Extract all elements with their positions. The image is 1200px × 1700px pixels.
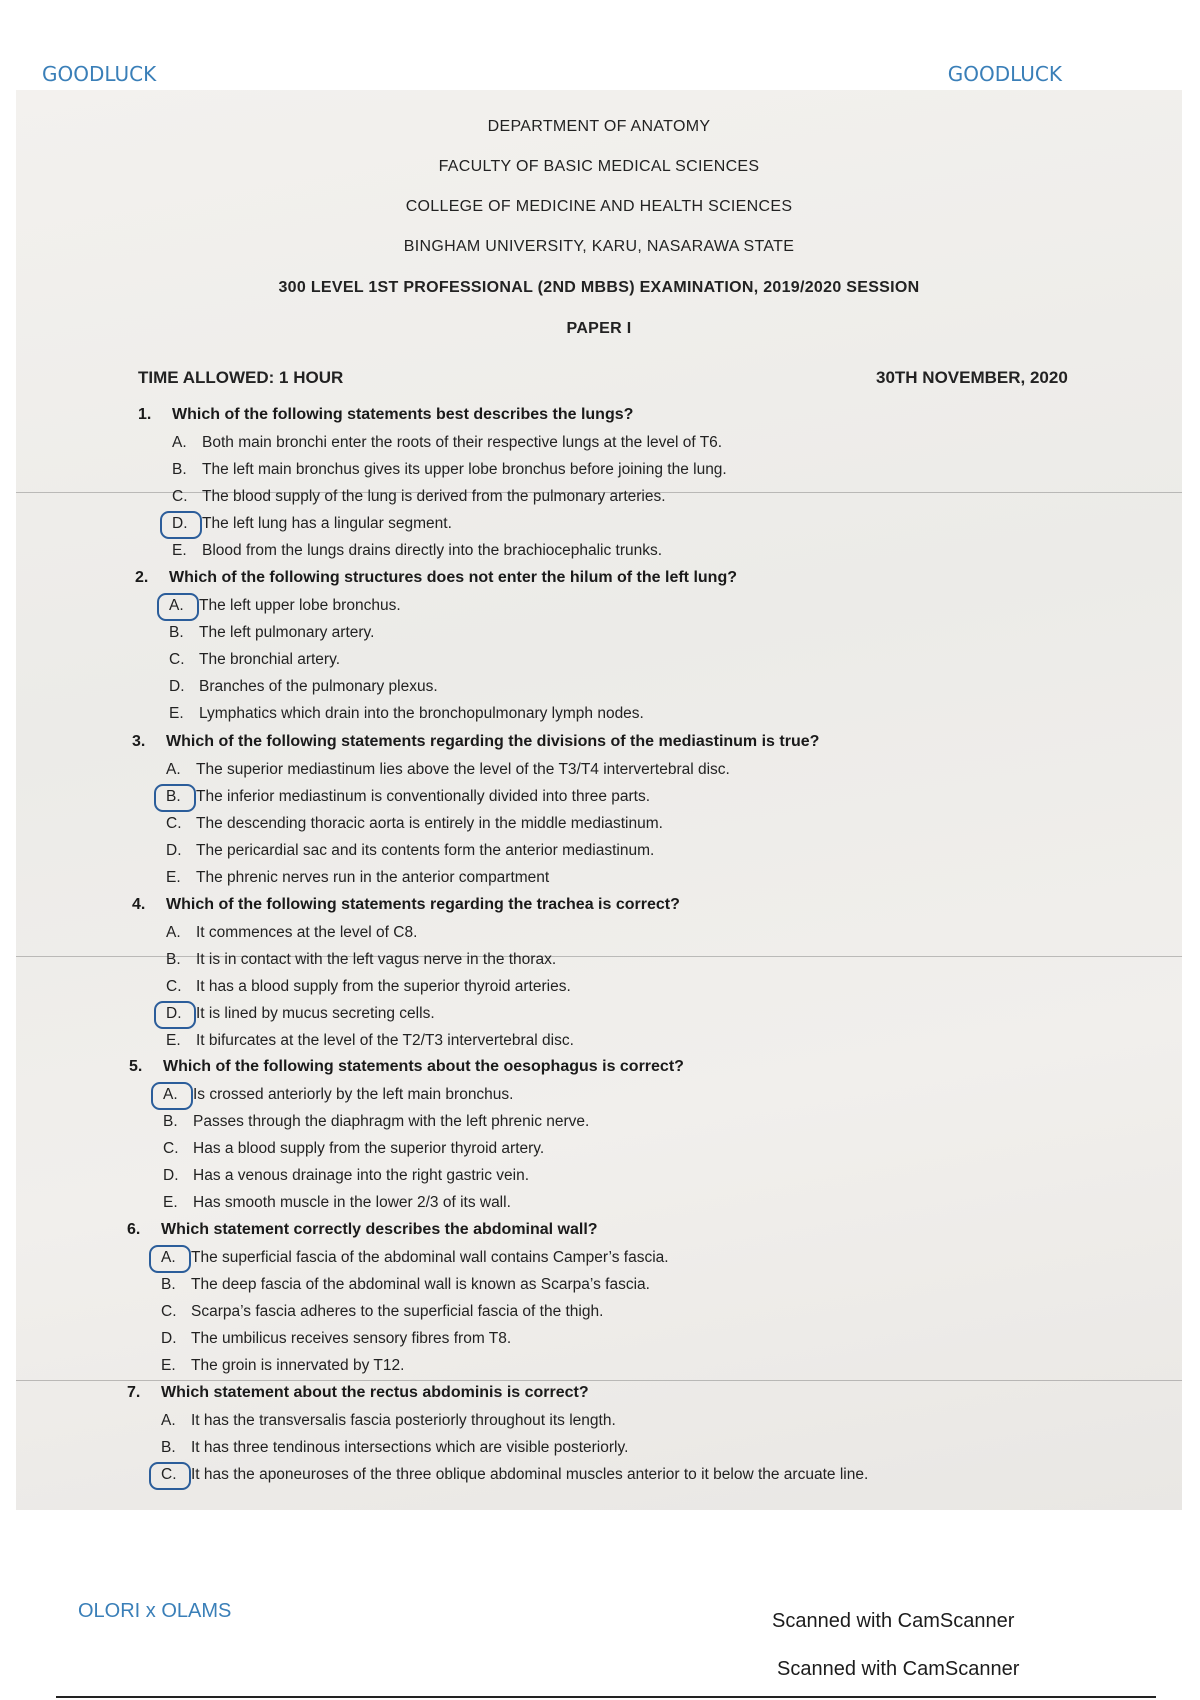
option-text: It has the aponeuroses of the three oblique abdominal muscles anterior to it below the arcuate line. bbox=[191, 1466, 869, 1483]
question-3 bbox=[132, 733, 819, 751]
question-7 bbox=[127, 1384, 589, 1402]
option-text: The bronchial artery. bbox=[199, 651, 340, 668]
option-letter-text: C. bbox=[166, 978, 182, 995]
paper-crease bbox=[16, 1380, 1182, 1381]
option-letter-text: B. bbox=[163, 1113, 178, 1130]
option-text: The deep fascia of the abdominal wall is known as Scarpa’s fascia. bbox=[191, 1276, 650, 1293]
option-letter bbox=[172, 488, 202, 506]
option-1-c bbox=[172, 488, 666, 506]
option-letter bbox=[172, 434, 202, 452]
option-letter bbox=[161, 1412, 191, 1430]
option-letter bbox=[166, 815, 196, 833]
option-letter bbox=[166, 842, 196, 860]
question-number: 6. bbox=[127, 1221, 141, 1238]
answer-circle-mark bbox=[151, 1082, 193, 1110]
question-4 bbox=[132, 896, 680, 914]
option-text: Scarpa’s fascia adheres to the superficial fascia of the thigh. bbox=[191, 1303, 604, 1320]
option-letter bbox=[169, 651, 199, 669]
option-1-b bbox=[172, 461, 727, 479]
option-letter bbox=[172, 461, 202, 479]
question-text: Which statement about the rectus abdominis is correct? bbox=[161, 1384, 589, 1401]
question-number: 7. bbox=[127, 1384, 141, 1401]
option-letter bbox=[161, 1439, 191, 1457]
option-letter-text: A. bbox=[161, 1412, 176, 1429]
option-letter-text: A. bbox=[172, 434, 187, 451]
option-1-a bbox=[172, 434, 722, 452]
option-letter-text: A. bbox=[166, 761, 181, 778]
option-letter-text: D. bbox=[163, 1167, 179, 1184]
option-6-c bbox=[161, 1303, 603, 1321]
option-text: Has a venous drainage into the right gastric vein. bbox=[193, 1167, 530, 1184]
option-text: The superior mediastinum lies above the level of the T3/T4 intervertebral disc. bbox=[196, 761, 730, 778]
bottom-rule bbox=[56, 1696, 1156, 1698]
answer-circle-mark bbox=[157, 593, 199, 621]
option-letter-text: C. bbox=[161, 1466, 177, 1483]
option-4-e bbox=[166, 1032, 574, 1050]
header-line: 300 LEVEL 1ST PROFESSIONAL (2ND MBBS) EXAMINATION, 2019/2020 SESSION bbox=[278, 279, 920, 296]
corner-label-left: GOODLUCK bbox=[42, 62, 157, 86]
option-letter-text: B. bbox=[169, 624, 184, 641]
option-text: Has a blood supply from the superior thyroid artery. bbox=[193, 1140, 545, 1157]
corner-label-right: GOODLUCK bbox=[947, 62, 1062, 86]
option-text: The blood supply of the lung is derived from the pulmonary arteries. bbox=[202, 488, 666, 505]
option-7-b bbox=[161, 1439, 628, 1457]
answer-circle-mark bbox=[149, 1462, 191, 1490]
option-letter-text: E. bbox=[169, 705, 184, 722]
option-1-d bbox=[172, 515, 452, 533]
question-number: 5. bbox=[129, 1058, 143, 1075]
option-text: Passes through the diaphragm with the left phrenic nerve. bbox=[193, 1113, 590, 1130]
option-6-d bbox=[161, 1330, 511, 1348]
option-letter-text: B. bbox=[166, 951, 181, 968]
question-6 bbox=[127, 1221, 598, 1239]
option-letter bbox=[169, 624, 199, 642]
header-line: DEPARTMENT OF ANATOMY bbox=[487, 118, 711, 135]
option-letter bbox=[166, 761, 196, 779]
option-letter bbox=[169, 597, 199, 615]
option-text: It bifurcates at the level of the T2/T3 intervertebral disc. bbox=[196, 1032, 574, 1049]
option-5-a bbox=[163, 1086, 513, 1104]
option-letter bbox=[166, 924, 196, 942]
option-letter bbox=[161, 1466, 191, 1484]
option-text: The phrenic nerves run in the anterior compartment bbox=[196, 869, 550, 886]
answer-circle-mark bbox=[149, 1245, 191, 1273]
option-4-a bbox=[166, 924, 417, 942]
option-letter bbox=[161, 1357, 191, 1375]
question-1 bbox=[138, 406, 633, 424]
question-text: Which of the following statements about the oesophagus is correct? bbox=[163, 1058, 684, 1075]
option-letter-text: D. bbox=[166, 1005, 182, 1022]
question-text: Which of the following statements best describes the lungs? bbox=[172, 406, 634, 423]
option-3-d bbox=[166, 842, 654, 860]
option-letter bbox=[163, 1194, 193, 1212]
option-text: It is lined by mucus secreting cells. bbox=[196, 1005, 435, 1022]
question-number: 1. bbox=[138, 406, 152, 423]
option-text: The inferior mediastinum is conventionally divided into three parts. bbox=[196, 788, 651, 805]
option-letter bbox=[163, 1167, 193, 1185]
option-letter-text: B. bbox=[161, 1276, 176, 1293]
option-text: The pericardial sac and its contents form the anterior mediastinum. bbox=[196, 842, 655, 859]
option-2-d bbox=[169, 678, 438, 696]
option-letter-text: D. bbox=[166, 842, 182, 859]
option-letter-text: A. bbox=[161, 1249, 176, 1266]
option-letter-text: D. bbox=[169, 678, 185, 695]
option-text: It is in contact with the left vagus nerve in the thorax. bbox=[196, 951, 557, 968]
option-letter bbox=[163, 1113, 193, 1131]
option-letter-text: C. bbox=[166, 815, 182, 832]
option-letter-text: C. bbox=[169, 651, 185, 668]
option-letter bbox=[163, 1140, 193, 1158]
option-2-a bbox=[169, 597, 401, 615]
option-text: The left main bronchus gives its upper lobe bronchus before joining the lung. bbox=[202, 461, 727, 478]
option-7-a bbox=[161, 1412, 616, 1430]
option-letter-text: E. bbox=[163, 1194, 178, 1211]
option-letter-text: E. bbox=[166, 869, 181, 886]
option-letter bbox=[169, 705, 199, 723]
question-text: Which of the following statements regarding the divisions of the mediastinum is true? bbox=[166, 733, 820, 750]
option-text: Both main bronchi enter the roots of their respective lungs at the level of T6. bbox=[202, 434, 723, 451]
option-letter-text: B. bbox=[166, 788, 181, 805]
option-letter bbox=[161, 1303, 191, 1321]
option-letter bbox=[166, 1005, 196, 1023]
header-line: BINGHAM UNIVERSITY, KARU, NASARAWA STATE bbox=[403, 238, 795, 255]
option-text: Lymphatics which drain into the bronchopulmonary lymph nodes. bbox=[199, 705, 644, 722]
header-line: COLLEGE OF MEDICINE AND HEALTH SCIENCES bbox=[405, 198, 793, 215]
question-text: Which of the following structures does not enter the hilum of the left lung? bbox=[169, 569, 737, 586]
option-text: The umbilicus receives sensory fibres from T8. bbox=[191, 1330, 512, 1347]
option-text: The groin is innervated by T12. bbox=[191, 1357, 405, 1374]
option-2-b bbox=[169, 624, 374, 642]
question-number: 4. bbox=[132, 896, 146, 913]
option-letter-text: C. bbox=[163, 1140, 179, 1157]
option-5-b bbox=[163, 1113, 589, 1131]
exam-date: 30TH NOVEMBER, 2020 bbox=[876, 368, 1068, 387]
option-letter bbox=[163, 1086, 193, 1104]
header-line: PAPER I bbox=[566, 320, 632, 337]
option-letter-text: A. bbox=[169, 597, 184, 614]
option-letter-text: E. bbox=[172, 542, 187, 559]
option-letter bbox=[169, 678, 199, 696]
option-text: The left pulmonary artery. bbox=[199, 624, 375, 641]
option-6-a bbox=[161, 1249, 669, 1267]
option-letter-text: B. bbox=[161, 1439, 176, 1456]
scanner-watermark: Scanned with CamScanner bbox=[777, 1658, 1020, 1680]
option-letter-text: A. bbox=[163, 1086, 178, 1103]
option-text: Has smooth muscle in the lower 2/3 of its wall. bbox=[193, 1194, 511, 1211]
option-6-b bbox=[161, 1276, 650, 1294]
option-6-e bbox=[161, 1357, 404, 1375]
option-4-c bbox=[166, 978, 571, 996]
option-5-e bbox=[163, 1194, 511, 1212]
option-letter bbox=[172, 515, 202, 533]
answer-circle-mark bbox=[154, 784, 196, 812]
option-2-e bbox=[169, 705, 644, 723]
question-number: 3. bbox=[132, 733, 146, 750]
option-text: The left lung has a lingular segment. bbox=[202, 515, 452, 532]
header-line: FACULTY OF BASIC MEDICAL SCIENCES bbox=[438, 158, 760, 175]
option-letter-text: E. bbox=[166, 1032, 181, 1049]
option-letter-text: D. bbox=[172, 515, 188, 532]
option-letter-text: D. bbox=[161, 1330, 177, 1347]
option-3-c bbox=[166, 815, 663, 833]
question-5 bbox=[129, 1058, 684, 1076]
question-number: 2. bbox=[135, 569, 149, 586]
option-7-c bbox=[161, 1466, 868, 1484]
option-text: The left upper lobe bronchus. bbox=[199, 597, 401, 614]
option-5-c bbox=[163, 1140, 544, 1158]
option-text: Is crossed anteriorly by the left main bronchus. bbox=[193, 1086, 514, 1103]
question-2 bbox=[135, 569, 737, 587]
option-letter-text: C. bbox=[172, 488, 188, 505]
option-letter bbox=[161, 1249, 191, 1267]
option-letter-text: B. bbox=[172, 461, 187, 478]
option-text: The descending thoracic aorta is entirely in the middle mediastinum. bbox=[196, 815, 663, 832]
option-letter-text: E. bbox=[161, 1357, 176, 1374]
option-text: Blood from the lungs drains directly into the brachiocephalic trunks. bbox=[202, 542, 663, 559]
option-3-a bbox=[166, 761, 730, 779]
option-letter bbox=[161, 1276, 191, 1294]
option-letter bbox=[166, 1032, 196, 1050]
option-text: It commences at the level of C8. bbox=[196, 924, 418, 941]
option-3-e bbox=[166, 869, 549, 887]
footer-credit: OLORI x OLAMS bbox=[78, 1600, 232, 1622]
option-3-b bbox=[166, 788, 650, 806]
option-letter bbox=[166, 788, 196, 806]
option-text: Branches of the pulmonary plexus. bbox=[199, 678, 438, 695]
option-letter bbox=[172, 542, 202, 560]
option-4-b bbox=[166, 951, 556, 969]
option-letter-text: A. bbox=[166, 924, 181, 941]
time-allowed: TIME ALLOWED: 1 HOUR bbox=[138, 368, 344, 387]
option-text: It has three tendinous intersections which are visible posteriorly. bbox=[191, 1439, 629, 1456]
question-text: Which of the following statements regarding the trachea is correct? bbox=[166, 896, 680, 913]
question-text: Which statement correctly describes the abdominal wall? bbox=[161, 1221, 598, 1238]
option-5-d bbox=[163, 1167, 529, 1185]
option-letter bbox=[166, 951, 196, 969]
option-letter bbox=[166, 869, 196, 887]
option-text: The superficial fascia of the abdominal wall contains Camper’s fascia. bbox=[191, 1249, 669, 1266]
scanner-watermark: Scanned with CamScanner bbox=[772, 1610, 1015, 1632]
option-letter bbox=[166, 978, 196, 996]
answer-circle-mark bbox=[154, 1001, 196, 1029]
answer-circle-mark bbox=[160, 511, 202, 539]
option-4-d bbox=[166, 1005, 435, 1023]
option-letter-text: C. bbox=[161, 1303, 177, 1320]
option-letter bbox=[161, 1330, 191, 1348]
option-text: It has the transversalis fascia posteriorly throughout its length. bbox=[191, 1412, 616, 1429]
option-2-c bbox=[169, 651, 340, 669]
option-text: It has a blood supply from the superior thyroid arteries. bbox=[196, 978, 571, 995]
option-1-e bbox=[172, 542, 662, 560]
